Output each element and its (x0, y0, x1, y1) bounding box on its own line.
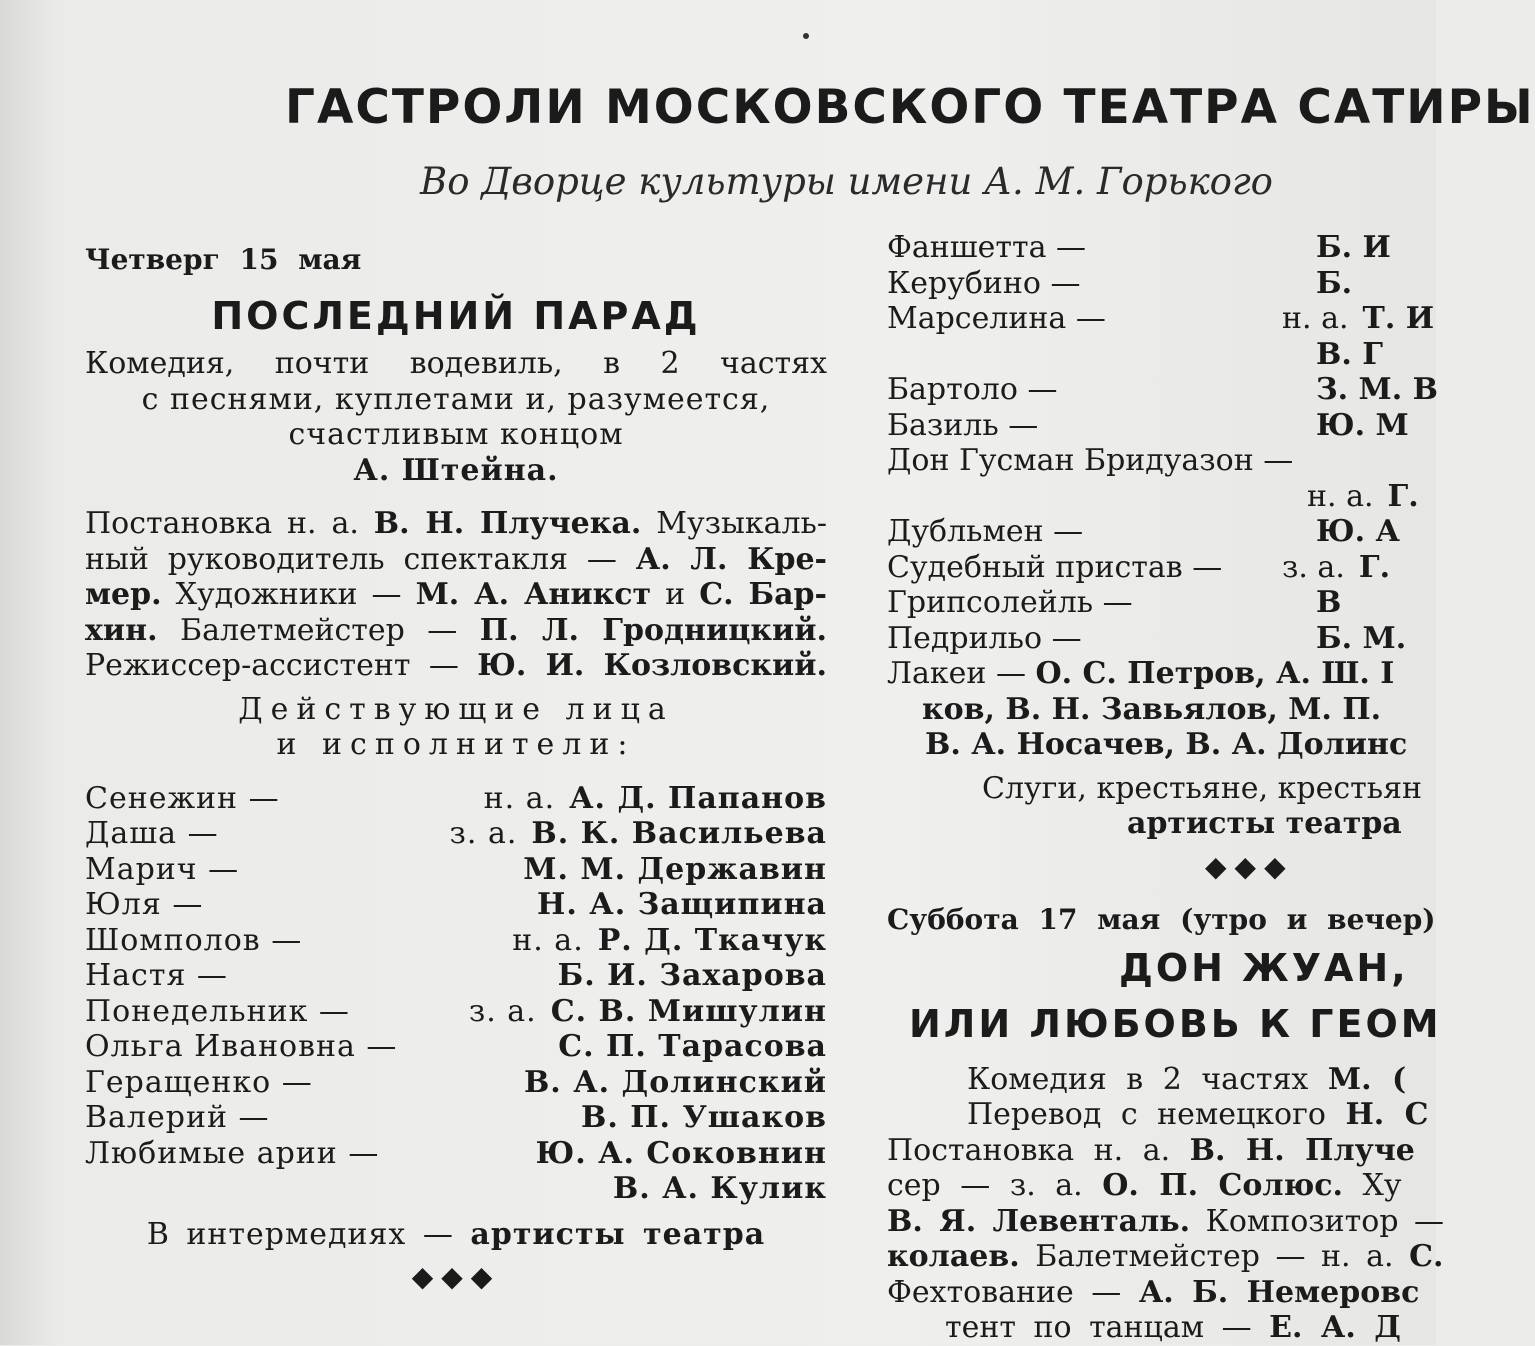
cast-row (887, 408, 1507, 444)
cast-row (887, 621, 1507, 657)
cast-row (85, 887, 827, 923)
cast-rank: з. а. (449, 816, 518, 851)
cast-actor: Ю. А (1316, 514, 1400, 549)
cast-rank: з. а. (468, 993, 537, 1029)
cast-row (85, 1136, 827, 1172)
cast-row (887, 337, 1507, 373)
cast-role: Понедельник — (85, 993, 350, 1029)
cast-row (85, 1065, 827, 1101)
cast-actor: С. В. Мишулин (550, 993, 827, 1029)
play-description: счастливым концом (288, 417, 624, 452)
cast-performer (512, 923, 827, 959)
cast-actor: Т. И (1362, 301, 1435, 336)
cast-row (85, 994, 827, 1030)
cast-row (85, 958, 827, 994)
cast-actor: В. А. Кулик (612, 1171, 827, 1206)
cast-row (887, 266, 1507, 302)
cast-role: Шомполов — (85, 922, 303, 958)
cast-actor: В. К. Васильева (531, 816, 827, 851)
cast-row (85, 1029, 827, 1065)
cast-performer (1302, 621, 1442, 657)
cast-role: Любимые арии — (85, 1135, 380, 1171)
cast-role: Дубльмен — (887, 514, 1084, 549)
cast-actor: Ю. М (1316, 407, 1409, 443)
cast-role: Марич — (85, 851, 240, 887)
play-title: ДОН ЖУАН, (1119, 945, 1409, 990)
ornament-diamonds: ◆◆◆ (1205, 849, 1294, 883)
cast-performer (1302, 585, 1442, 621)
cast-actor: В. А. Долинский (523, 1064, 827, 1100)
cast-row (85, 852, 827, 888)
cast-row (887, 301, 1507, 337)
servants-line: Слуги, крестьяне, крестьян (982, 770, 1422, 806)
credits-line: колаев. Балетмейстер — н. а. С. (887, 1239, 1444, 1274)
cast-row (85, 1171, 827, 1207)
ornament-diamonds: ◆◆◆ (411, 1260, 501, 1293)
cast-performer (1282, 301, 1434, 337)
cast-role: Бартоло — (887, 372, 1058, 407)
cast-actor: А. Д. Папанов (569, 780, 827, 816)
cast-row (887, 230, 1507, 266)
credits-line: Комедия в 2 частях М. ( (967, 1061, 1407, 1097)
cast-actor: Н. А. Защипина (537, 887, 827, 922)
cast-row (887, 372, 1507, 408)
cast-role: Базиль — (887, 407, 1039, 443)
cast-list (85, 781, 827, 1207)
cast-role: Даша — (85, 816, 219, 851)
credits-line: хин. Балетмейстер — П. Л. Гродницкий. (85, 612, 827, 648)
cast-role: Марселина — (887, 301, 1106, 336)
left-column (85, 240, 827, 1302)
credits-line: тент по танцам — Е. А. Д (945, 1310, 1401, 1345)
cast-actor: Б. И. Захарова (557, 958, 827, 993)
cast-rank: з. а. (1282, 549, 1345, 585)
servants-performers: артисты театра (1127, 806, 1402, 841)
credits-line: Постановка н. а. В. Н. Плучека. Музыкаль- (85, 506, 827, 541)
cast-row (85, 781, 827, 817)
cast-role: Юля — (85, 887, 204, 922)
cast-performer (599, 1171, 827, 1207)
cast-performer (523, 887, 827, 923)
cast-row (887, 585, 1507, 621)
cast-performer (1307, 479, 1419, 515)
lackeys-line: ков, В. Н. Завьялов, М. П. (922, 691, 1382, 727)
play-description: с песнями, куплетами и, разумеется, (141, 381, 771, 417)
lackeys-line: В. А. Носачев, В. А. Долинс (925, 727, 1408, 762)
cast-performer (544, 1029, 827, 1065)
cast-role: Дон Гусман Бридуазон — (887, 443, 1294, 478)
credits-line: Режиссер-ассистент — Ю. И. Козловский. (85, 648, 827, 683)
cast-role: Керубино — (887, 265, 1081, 301)
cast-actor: С. П. Тарасова (558, 1029, 827, 1064)
cast-rank: н. а. (1307, 478, 1374, 514)
cast-performer (1302, 443, 1442, 479)
cast-rank: н. а. (483, 780, 556, 816)
credits-line: Перевод с немецкого Н. С (967, 1097, 1429, 1132)
play-title: ИЛИ ЛЮБОВЬ К ГЕОМ (909, 1001, 1442, 1046)
cast-performer (1302, 230, 1442, 266)
cast-performer (469, 994, 827, 1030)
play-author: А. Штейна. (353, 452, 559, 488)
cast-performer (1302, 408, 1442, 444)
credits-line: ный руководитель спектакля — А. Л. Кре- (85, 541, 828, 577)
cast-actor: В (1316, 585, 1342, 620)
play-description: Комедия, почти водевиль, в 2 частях (85, 346, 827, 381)
cast-role (887, 337, 1357, 373)
credits-line: Постановка н. а. В. Н. Плуче (887, 1132, 1415, 1168)
cast-row (85, 816, 827, 852)
cast-role: Валерий — (85, 1100, 270, 1135)
page-title: ГАСТРОЛИ МОСКОВСКОГО ТЕАТРА САТИРЫ (285, 80, 1535, 135)
cast-actor: Б. (1316, 265, 1353, 301)
credits-line: Фехтование — А. Б. Немеровс (887, 1274, 1420, 1310)
cast-performer (510, 1065, 827, 1101)
cast-performer (509, 852, 827, 888)
cast-row (887, 550, 1507, 586)
cast-actor: З. М. В (1316, 372, 1438, 407)
cast-actor: Г. (1358, 549, 1391, 585)
cast-actor: В. П. Ушаков (580, 1100, 827, 1135)
cast-row (85, 923, 827, 959)
cast-heading: и исполнители: (276, 727, 636, 762)
cast-heading: Действующие лица (238, 691, 674, 727)
cast-role: Судебный пристав — (887, 549, 1223, 585)
credits-line: В. Я. Левенталь. Композитор — (887, 1203, 1445, 1239)
cast-role (887, 479, 1357, 515)
interludes-line: В интермедиях — артисты театра (146, 1216, 766, 1252)
cast-actor: Г. (1387, 478, 1419, 514)
performance-date: Суббота 17 мая (утро и вечер) (887, 902, 1436, 936)
cast-performer (484, 781, 827, 817)
cast-actor: Р. Д. Ткачук (597, 922, 827, 958)
cast-performer (522, 1136, 827, 1172)
cast-row (887, 514, 1507, 550)
cast-performer (1302, 337, 1442, 373)
lackeys-line: Лакеи — О. С. Петров, А. Ш. I (887, 656, 1395, 691)
play-title: ПОСЛЕДНИЙ ПАРАД (211, 294, 701, 338)
cast-list (887, 230, 1507, 656)
cast-actor: Б. И (1316, 230, 1391, 265)
cast-row (85, 1100, 827, 1136)
credits-line: мер. Художники — М. А. Аникст и С. Бар- (85, 577, 827, 612)
credits-line: сер — з. а. О. П. Солюс. Ху (887, 1168, 1402, 1203)
cast-performer (544, 958, 827, 994)
cast-row (887, 443, 1507, 479)
cast-role: Грипсолейль — (887, 585, 1133, 620)
cast-role: Фаншетта — (887, 230, 1087, 265)
cast-performer (450, 816, 827, 852)
cast-row (887, 479, 1507, 515)
print-speck (803, 33, 809, 39)
cast-performer (1302, 372, 1442, 408)
cast-rank: н. а. (512, 922, 584, 958)
cast-actor: В. Г (1316, 336, 1383, 372)
performance-date: Четверг 15 мая (85, 243, 362, 276)
cast-role: Ольга Ивановна — (85, 1029, 398, 1064)
cast-role: Геращенко — (85, 1064, 313, 1100)
right-column (887, 230, 1507, 1346)
cast-performer (567, 1100, 827, 1136)
page-subtitle: Во Дворце культуры имени А. М. Горького (420, 160, 1273, 203)
cast-role: Педрильо — (887, 620, 1082, 656)
cast-performer (1302, 514, 1442, 550)
cast-actor: Б. М. (1316, 620, 1407, 656)
cast-performer (1302, 266, 1442, 302)
cast-actor: Ю. А. Соковнин (535, 1135, 827, 1171)
cast-rank: н. а. (1282, 301, 1349, 336)
cast-actor: М. М. Державин (523, 851, 827, 887)
cast-role: Настя — (85, 958, 228, 993)
cast-role: Сенежин — (85, 780, 280, 816)
cast-performer (1282, 550, 1390, 586)
